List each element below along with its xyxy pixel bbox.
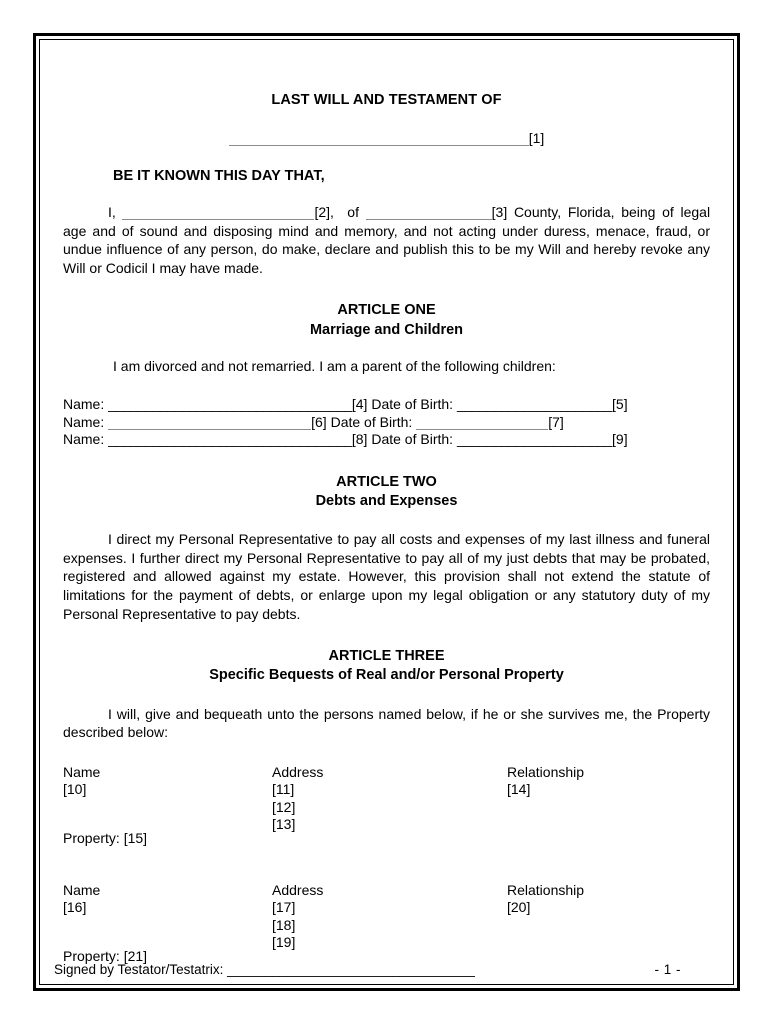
page-title: LAST WILL AND TESTAMENT OF bbox=[271, 92, 502, 108]
bequest-name-column-2 bbox=[63, 882, 100, 917]
document-page-frame bbox=[33, 33, 740, 991]
county-marker: [3] bbox=[491, 204, 508, 220]
bequest-property-marker-2[interactable]: [21] bbox=[123, 947, 148, 964]
article-three-subheading: Specific Bequests of Real and/or Personal Property bbox=[209, 667, 564, 684]
bequest-property-marker-1[interactable]: [15] bbox=[123, 829, 148, 846]
article-two-heading: ARTICLE TWO bbox=[336, 473, 437, 490]
document-page-inner-border bbox=[39, 39, 734, 985]
child-name-label-1: Name: bbox=[63, 396, 105, 412]
article-three-body-paragraph bbox=[63, 705, 710, 742]
property-label-1: Property: bbox=[63, 829, 120, 846]
column-header-address: Address bbox=[272, 881, 324, 898]
child-name-marker-3: [8] bbox=[351, 431, 368, 447]
article-two-body: I direct my Personal Representative to pay all costs and expenses of my last illness and funeral expenses. I further direct my Personal Representative to pay all of my just debts that may be probated, registered and allowed against my estate. However, this provision shall not extend the statute of limitations for the payment of debts, or enlarge upon my legal obligation or any statutory duty of my Personal Representative to pay debts. bbox=[63, 531, 710, 622]
child-row-3 bbox=[63, 431, 710, 449]
bequest-relationship-column-1 bbox=[507, 764, 584, 799]
bequest-address-marker-1b[interactable]: [12] bbox=[272, 798, 296, 815]
article-one-subheading: Marriage and Children bbox=[309, 321, 464, 338]
document-content bbox=[40, 40, 733, 964]
child-dob-marker-2: [7] bbox=[548, 413, 564, 430]
bequest-relationship-column-2 bbox=[507, 882, 584, 917]
bequest-address-marker-1a[interactable]: [11] bbox=[272, 781, 295, 798]
article-three-heading-block bbox=[63, 647, 710, 686]
testator-name-marker: [1] bbox=[528, 130, 545, 146]
child-dob-label-3: Date of Birth: bbox=[371, 431, 454, 447]
property-label-2: Property: bbox=[63, 947, 120, 964]
column-header-relationship: Relationship bbox=[507, 763, 585, 780]
opening-paragraph-text: being of legal age and of sound and disposing mind and memory, and not acting under duress, menace, fraud, or undue influence of any person, do make, declare and publish this to be my Will and hereby revoke any Will or Codicil I may have made. bbox=[63, 204, 711, 276]
testator-name-marker-2: [2], bbox=[314, 204, 334, 220]
signature-label: Signed by Testator/Testatrix: bbox=[54, 962, 224, 977]
child-row-1 bbox=[63, 396, 710, 414]
testator-name-blank-rule[interactable] bbox=[229, 145, 529, 146]
child-name-label-3: Name: bbox=[63, 431, 105, 447]
child-name-label-2: Name: bbox=[63, 413, 105, 430]
article-two-body-paragraph bbox=[63, 530, 710, 623]
page-footer bbox=[40, 944, 733, 984]
child-dob-marker-1: [5] bbox=[612, 396, 628, 412]
children-list bbox=[63, 396, 710, 449]
of-label: of bbox=[347, 204, 359, 220]
signature-block bbox=[54, 962, 475, 977]
child-row-2 bbox=[63, 414, 710, 432]
bequest-address-marker-1c[interactable]: [13] bbox=[272, 815, 296, 832]
bequest-address-marker-2a[interactable]: [17] bbox=[272, 899, 296, 916]
county-blank-rule[interactable] bbox=[366, 219, 492, 220]
article-three-body: I will, give and bequeath unto the persons named below, if he or she survives me, the Property described below: bbox=[63, 705, 710, 741]
child-name-blank-1[interactable]: _________________________________ bbox=[108, 396, 352, 412]
article-one-heading-block bbox=[63, 301, 710, 340]
county-state-label: County, Florida, bbox=[513, 204, 615, 220]
child-name-blank-2[interactable] bbox=[108, 429, 311, 430]
child-dob-blank-3[interactable]: _____________________ bbox=[456, 431, 613, 447]
bequest-name-marker-2[interactable]: [16] bbox=[63, 899, 87, 916]
child-name-marker-2: [6] bbox=[311, 413, 327, 430]
footer-row bbox=[54, 962, 719, 977]
bequest-address-column-2 bbox=[272, 882, 323, 951]
child-name-marker-1: [4] bbox=[351, 396, 368, 412]
child-dob-blank-1[interactable]: _____________________ bbox=[456, 396, 613, 412]
child-dob-marker-3: [9] bbox=[612, 431, 628, 447]
article-three-heading: ARTICLE THREE bbox=[328, 648, 445, 665]
child-dob-blank-2[interactable] bbox=[416, 429, 548, 430]
child-dob-label-2: Date of Birth: bbox=[330, 413, 413, 430]
bequest-address-marker-2b[interactable]: [18] bbox=[272, 916, 296, 933]
testator-name-blank-row bbox=[63, 130, 710, 146]
article-one-intro: I am divorced and not remarried. I am a parent of the following children: bbox=[113, 358, 556, 374]
i-label: I, bbox=[108, 204, 116, 220]
be-it-known-heading: BE IT KNOWN THIS DAY THAT, bbox=[113, 168, 325, 184]
bequest-relationship-marker-1[interactable]: [14] bbox=[507, 781, 531, 798]
bequest-name-marker-1[interactable]: [10] bbox=[63, 781, 87, 798]
page-number: - 1 - bbox=[654, 962, 681, 977]
signature-blank-rule[interactable]: _________________________________ bbox=[227, 962, 475, 977]
bequest-property-line-1 bbox=[63, 830, 147, 846]
bequest-name-column-1 bbox=[63, 764, 100, 799]
bequest-address-marker-2c[interactable]: [19] bbox=[272, 933, 296, 950]
column-header-name: Name bbox=[63, 881, 101, 898]
child-dob-label-1: Date of Birth: bbox=[371, 396, 454, 412]
column-header-name: Name bbox=[63, 763, 101, 780]
article-two-heading-block bbox=[63, 473, 710, 512]
testator-fullname-blank-rule[interactable] bbox=[122, 219, 314, 220]
child-name-blank-3[interactable]: _________________________________ bbox=[108, 431, 352, 447]
article-one-heading: ARTICLE ONE bbox=[337, 302, 436, 319]
column-header-relationship: Relationship bbox=[507, 881, 585, 898]
bequest-address-column-1 bbox=[272, 764, 323, 833]
bequest-relationship-marker-2[interactable]: [20] bbox=[507, 899, 531, 916]
bequest-block-1 bbox=[63, 764, 710, 856]
article-two-subheading: Debts and Expenses bbox=[315, 492, 458, 509]
opening-paragraph bbox=[63, 203, 710, 277]
column-header-address: Address bbox=[272, 763, 324, 780]
